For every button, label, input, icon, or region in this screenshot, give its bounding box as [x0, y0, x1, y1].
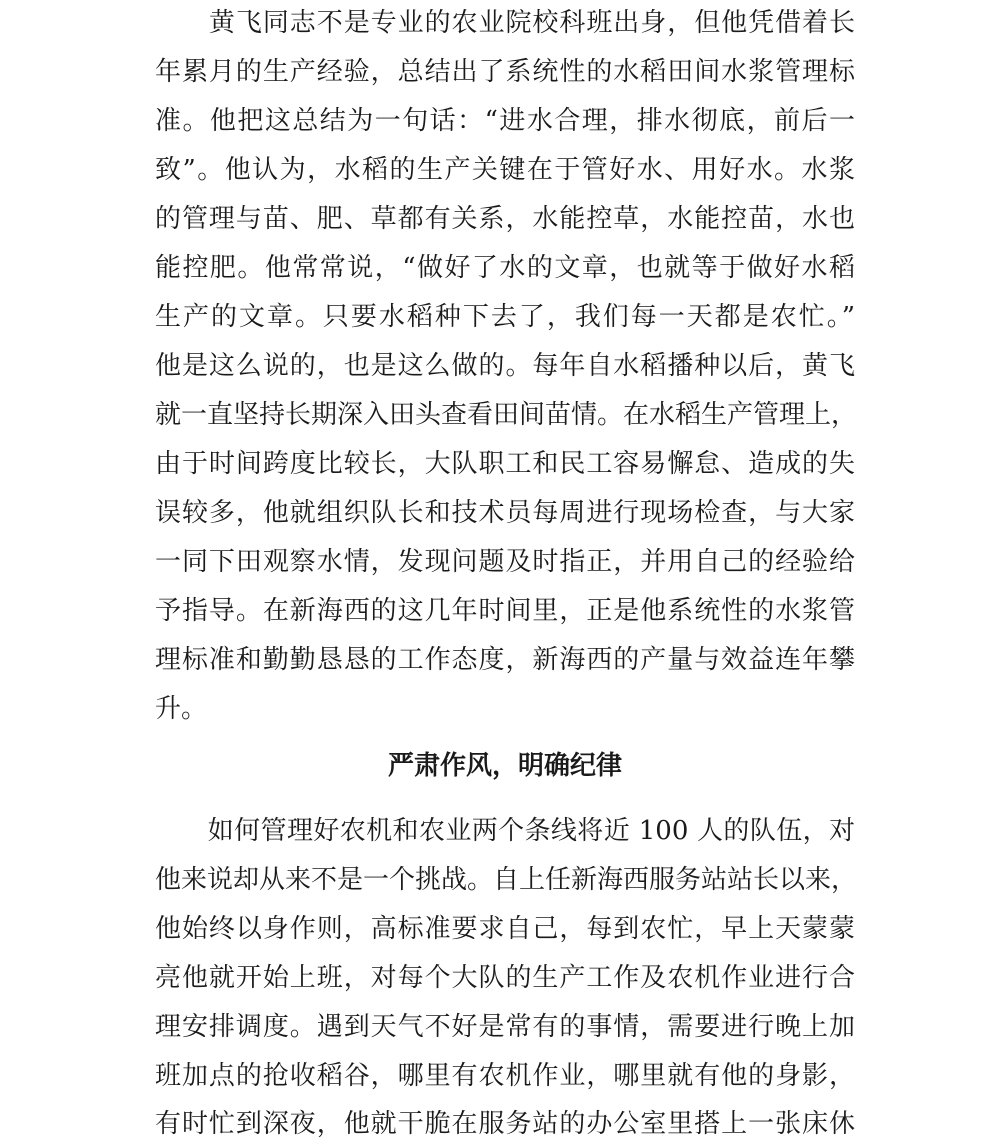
- paragraph-line: 就一直坚持长期深入田头查看田间苗情。在水稻生产管理上，: [155, 400, 858, 430]
- paragraph-line: 一同下田观察水情，发现问题及时指正，并用自己的经验给: [155, 547, 855, 577]
- paragraph-line: 有时忙到深夜，他就干脆在服务站的办公室里搭上一张床休: [155, 1109, 855, 1139]
- paragraph-line: 致”。他认为，水稻的生产关键在于管好水、用好水。水浆: [155, 155, 855, 185]
- paragraph-line: 能控肥。他常常说，“做好了水的文章，也就等于做好水稻: [155, 253, 855, 283]
- paragraph-line: 予指导。在新海西的这几年时间里，正是他系统性的水浆管: [155, 596, 855, 626]
- paragraph-line: 班加点的抢收稻谷，哪里有农机作业，哪里就有他的身影，: [155, 1061, 855, 1091]
- paragraph-line: 他始终以身作则，高标准要求自己，每到农忙，早上天蒙蒙: [155, 914, 855, 944]
- paragraph-line: 亮他就开始上班，对每个大队的生产工作及农机作业进行合: [155, 963, 855, 993]
- paragraph-line: 生产的文章。只要水稻种下去了，我们每一天都是农忙。”: [155, 302, 855, 332]
- paragraph-line: 他是这么说的，也是这么做的。每年自水稻播种以后，黄飞: [155, 351, 855, 381]
- section-heading: 严肃作风，明确纪律: [387, 751, 622, 781]
- paragraph-line: 理安排调度。遇到天气不好是常有的事情，需要进行晚上加: [155, 1012, 855, 1042]
- paragraph-line: 理标准和勤勤恳恳的工作态度，新海西的产量与效益连年攀: [155, 645, 855, 675]
- paragraph-line: 升。: [155, 694, 208, 724]
- paragraph-line: 他来说却从来不是一个挑战。自上任新海西服务站站长以来，: [155, 865, 858, 895]
- paragraph-line: 准。他把这总结为一句话：“进水合理，排水彻底，前后一: [155, 106, 855, 136]
- paragraph-line: 黄飞同志不是专业的农业院校科班出身，但他凭借着长: [155, 8, 855, 38]
- paragraph-line: 误较多，他就组织队长和技术员每周进行现场检查，与大家: [155, 498, 855, 528]
- paragraph-line: 年累月的生产经验，总结出了系统性的水稻田间水浆管理标: [155, 57, 855, 87]
- paragraph-line: 如何管理好农机和农业两个条线将近 100 人的队伍，对: [155, 816, 855, 846]
- paragraph-line: 的管理与苗、肥、草都有关系，水能控草，水能控苗，水也: [155, 204, 855, 234]
- paragraph-line: 由于时间跨度比较长，大队职工和民工容易懈怠、造成的失: [155, 449, 855, 479]
